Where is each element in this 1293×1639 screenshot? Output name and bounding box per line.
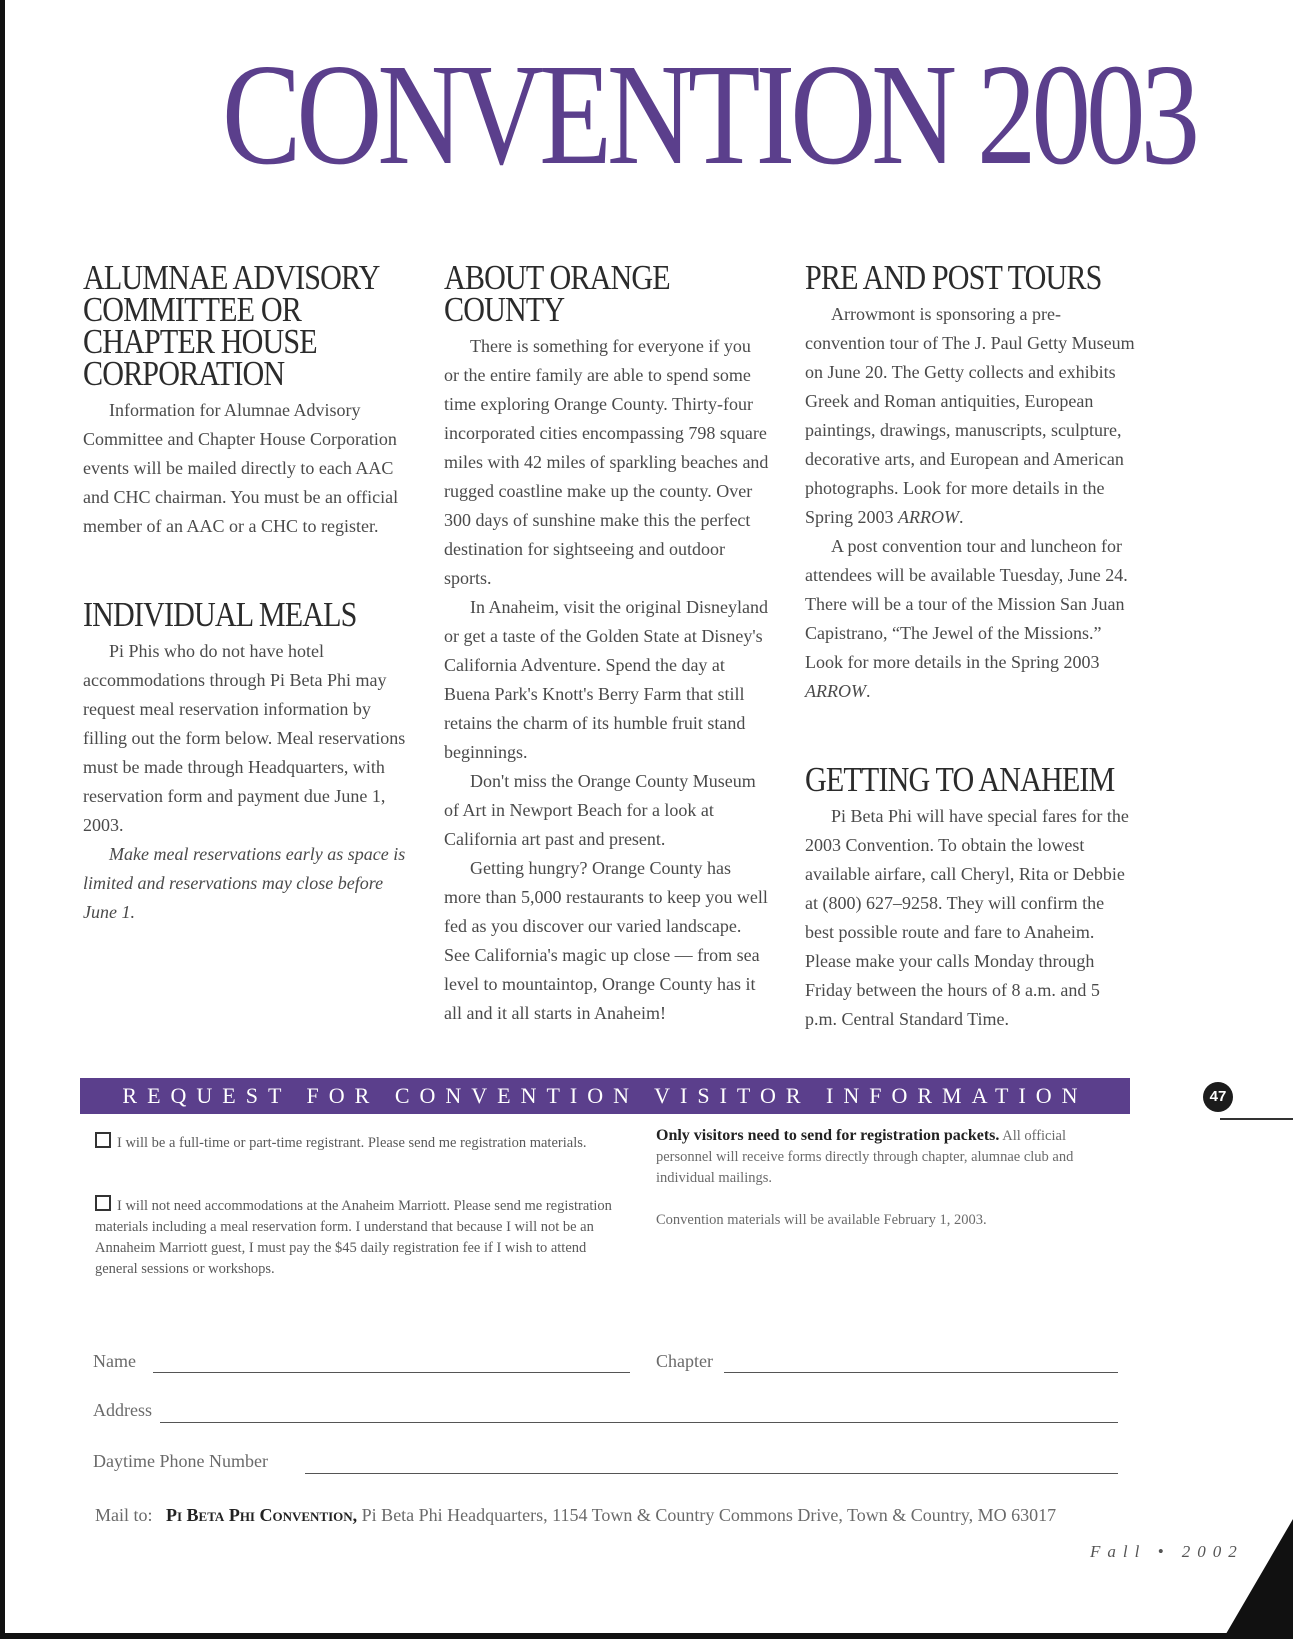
column-left bbox=[83, 258, 413, 927]
heading-individual-meals: INDIVIDUAL MEALS bbox=[83, 595, 357, 634]
phone-label: Daytime Phone Number bbox=[93, 1451, 268, 1471]
column-right bbox=[805, 258, 1135, 1034]
arrow-magazine-ref-1: ARROW bbox=[898, 507, 959, 527]
meals-note-text: Make meal reservations early as space is limited and reservations may close before June 1. bbox=[83, 844, 406, 922]
option-no-accommodations bbox=[95, 1195, 630, 1280]
heading-getting-to-anaheim: GETTING TO ANAHEIM bbox=[805, 760, 1115, 799]
meals-note bbox=[83, 840, 413, 927]
arrow-magazine-ref-2: ARROW bbox=[805, 681, 866, 701]
orange-county-p4: Getting hungry? Orange County has more than 5,000 restaurants to keep you well fed as you discover our varied landscape. See California's magic up close — from sea level to mountaintop, Orange County has it all and it all starts in Anaheim! bbox=[444, 858, 768, 1023]
orange-county-p1: There is something for everyone if you or the entire family are able to spend some time exploring Orange County. Thirty-four incorporated cities encompassing 798 square miles with 42 miles of sparkling beaches and rugged coastline make up the county. Over 300 days of sunshine make this the perfect destination for sightseeing and outdoor sports. bbox=[444, 336, 769, 588]
tours-p1 bbox=[805, 300, 1135, 532]
page-edge-left bbox=[0, 0, 5, 1639]
mail-to-line bbox=[95, 1505, 1056, 1526]
tours-p2 bbox=[805, 532, 1135, 706]
orange-county-p2: In Anaheim, visit the original Disneyland or get a taste of the Golden State at Disney's California Adventure. Spend the day at Buena Park's Knott's Berry Farm that still retains the charm of its humble fruit stand beginnings. bbox=[444, 597, 768, 762]
mail-to-label: Mail to: bbox=[95, 1505, 153, 1525]
no-accommodations-checkbox[interactable] bbox=[95, 1195, 111, 1211]
meals-body: Pi Phis who do not have hotel accommodations through Pi Beta Phi may request meal reservation information by filling out the form below. Meal reservations must be made through Headquarters, with reservation form and payment due June 1, 2003. bbox=[83, 641, 406, 835]
page-title: CONVENTION 2003 bbox=[222, 35, 1196, 195]
option-no-accommodations-text: I will not need accommodations at the Anaheim Marriott. Please send me registration materials including a meal reservation form. I understand that because I will not be an Annaheim Marriott guest, I must pay the $45 daily registration fee if I wish to attend general sessions or workshops. bbox=[95, 1198, 612, 1277]
column-middle bbox=[444, 258, 769, 1028]
address-label: Address bbox=[93, 1400, 152, 1420]
issue-footer: Fall • 2002 bbox=[1090, 1542, 1244, 1561]
tours-p2-end: . bbox=[865, 681, 871, 701]
chapter-label: Chapter bbox=[656, 1351, 713, 1371]
heading-aac-chc: ALUMNAE ADVISORY COMMITTEE OR CHAPTER HOUSE CORPORATION bbox=[83, 258, 379, 393]
page-corner-fold bbox=[1223, 1519, 1293, 1639]
tours-p1-end: . bbox=[959, 507, 964, 527]
visitor-note-bold: Only visitors need to send for registration packets. bbox=[656, 1127, 1000, 1144]
tours-p1-text: Arrowmont is sponsoring a pre-convention tour of The J. Paul Getty Museum on June 20. The Getty collects and exhibits Greek and Roman antiquities, European paintings, drawings, manuscripts, sculpture, decorative arts, and European and American photographs. Look for more details in the Spring 2003 bbox=[805, 304, 1135, 527]
page-edge-bottom bbox=[0, 1633, 1293, 1639]
name-label: Name bbox=[93, 1351, 136, 1371]
availability-note: Convention materials will be available February 1, 2003. bbox=[656, 1212, 987, 1228]
aac-chc-body: Information for Alumnae Advisory Committee and Chapter House Corporation events will be mailed directly to each AAC and CHC chairman. You must be an official member of an AAC or a CHC to register. bbox=[83, 400, 399, 536]
request-banner: REQUEST FOR CONVENTION VISITOR INFORMATION bbox=[80, 1078, 1130, 1114]
option-registrant-text: I will be a full-time or part-time registrant. Please send me registration materials. bbox=[117, 1135, 587, 1151]
chapter-field[interactable] bbox=[724, 1372, 1118, 1373]
margin-rule bbox=[1220, 1118, 1293, 1120]
option-registrant bbox=[95, 1132, 630, 1154]
visitor-note-rest: All official personnel will receive forms directly through chapter, alumnae club and individual mailings. bbox=[656, 1128, 1074, 1186]
mail-to-org: Pi Beta Phi Convention, bbox=[166, 1505, 358, 1525]
phone-field[interactable] bbox=[305, 1473, 1118, 1474]
visitor-note bbox=[656, 1125, 1086, 1189]
mail-to-address: Pi Beta Phi Headquarters, 1154 Town & Country Commons Drive, Town & Country, MO 63017 bbox=[357, 1505, 1057, 1525]
tours-p2-text: A post convention tour and luncheon for attendees will be available Tuesday, June 24. There will be a tour of the Mission San Juan Capistrano, “The Jewel of the Missions.” Look for more details in the Spring 2003 bbox=[805, 536, 1128, 672]
orange-county-p3: Don't miss the Orange County Museum of Art in Newport Beach for a look at California art past and present. bbox=[444, 771, 756, 849]
page-number-badge: 47 bbox=[1203, 1082, 1233, 1112]
heading-tours: PRE AND POST TOURS bbox=[805, 258, 1102, 297]
registrant-checkbox[interactable] bbox=[95, 1132, 111, 1148]
address-field[interactable] bbox=[160, 1422, 1118, 1423]
heading-orange-county: ABOUT ORANGE COUNTY bbox=[444, 258, 670, 329]
getting-to-anaheim-body: Pi Beta Phi will have special fares for the 2003 Convention. To obtain the lowest available airfare, call Cheryl, Rita or Debbie at (800) 627–9258. They will confirm the best possible route and fare to Anaheim. Please make your calls Monday through Friday between the hours of 8 a.m. and 5 p.m. Central Standard Time. bbox=[805, 806, 1129, 1029]
name-field[interactable] bbox=[153, 1372, 630, 1373]
